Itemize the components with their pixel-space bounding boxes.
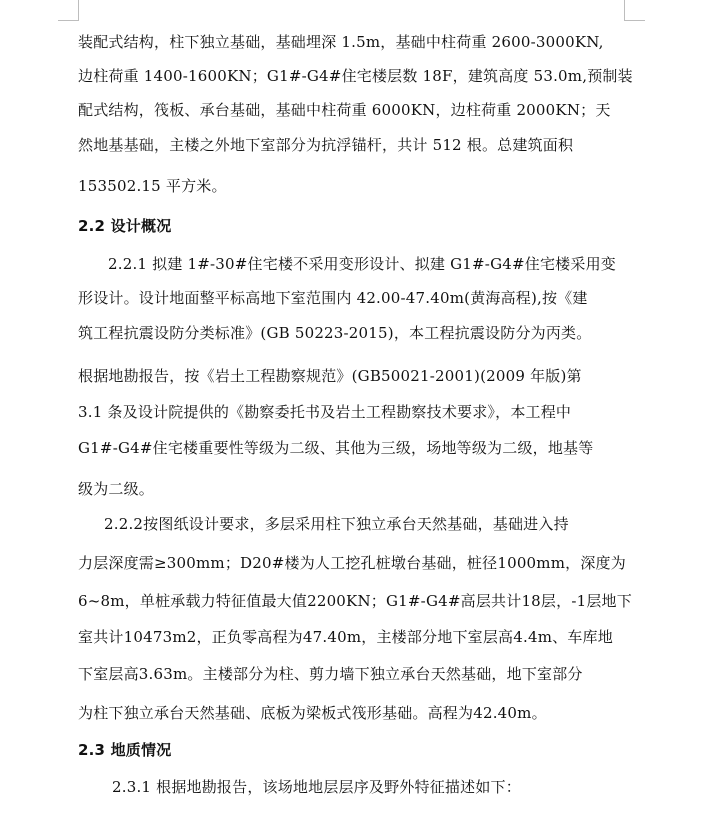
section-heading: 2.2 设计概况 (78, 217, 172, 235)
paragraph-line: 室共计10473m2，正负零高程为47.40m，主楼部分地下室层高4.4m、车库地 (78, 628, 613, 646)
paragraph-line: 级为二级。 (78, 480, 155, 498)
paragraph-line: 2.2.1 拟建 1#-30#住宅楼不采用变形设计、拟建 G1#-G4#住宅楼采用变 (108, 255, 616, 273)
paragraph-line: 2.3.1 根据地勘报告，该场地地层层序及野外特征描述如下： (112, 778, 521, 796)
paragraph-line: 为柱下独立承台天然基础、底板为梁板式筏形基础。高程为42.40m。 (78, 704, 547, 722)
section-heading: 2.3 地质情况 (78, 741, 172, 759)
paragraph-line: 根据地勘报告，按《岩土工程勘察规范》(GB50021-2001)(2009 年版)第 (78, 367, 582, 385)
paragraph-line: 配式结构，筏板、承台基础，基础中柱荷重 6000KN，边柱荷重 2000KN；天 (78, 101, 611, 119)
paragraph-line: 边柱荷重 1400-1600KN；G1#-G4#住宅楼层数 18F，建筑高度 53.0m,预制装 (78, 67, 633, 85)
paragraph-line: 6~8m，单桩承载力特征值最大值2200KN；G1#-G4#高层共计18层，-1层地下 (78, 592, 632, 610)
paragraph-line: 形设计。设计地面整平标高地下室范围内 42.00-47.40m(黄海高程),按《建 (78, 289, 588, 307)
paragraph-line: 153502.15 平方米。 (78, 177, 227, 195)
paragraph-line: 筑工程抗震设防分类标准》(GB 50223-2015)，本工程抗震设防分为丙类。 (78, 324, 592, 342)
paragraph-line: 装配式结构，柱下独立基础，基础埋深 1.5m，基础中柱荷重 2600-3000KN, (78, 33, 604, 51)
paragraph-line: 3.1 条及设计院提供的《勘察委托书及岩土工程勘察技术要求》，本工程中 (78, 403, 572, 421)
paragraph-line: 然地基基础，主楼之外地下室部分为抗浮锚杆，共计 512 根。总建筑面积 (78, 136, 574, 154)
paragraph-line: 力层深度需≥300mm；D20#楼为人工挖孔桩墩台基础，桩径1000mm，深度为 (78, 554, 626, 572)
page-corner-mark-right (624, 0, 645, 21)
paragraph-line: G1#-G4#住宅楼重要性等级为二级、其他为三级，场地等级为二级，地基等 (78, 439, 594, 457)
paragraph-line: 2.2.2按图纸设计要求，多层采用柱下独立承台天然基础，基础进入持 (104, 515, 569, 533)
page-corner-mark-left (58, 0, 79, 21)
paragraph-line: 下室层高3.63m。主楼部分为柱、剪力墙下独立承台天然基础，地下室部分 (78, 665, 583, 683)
